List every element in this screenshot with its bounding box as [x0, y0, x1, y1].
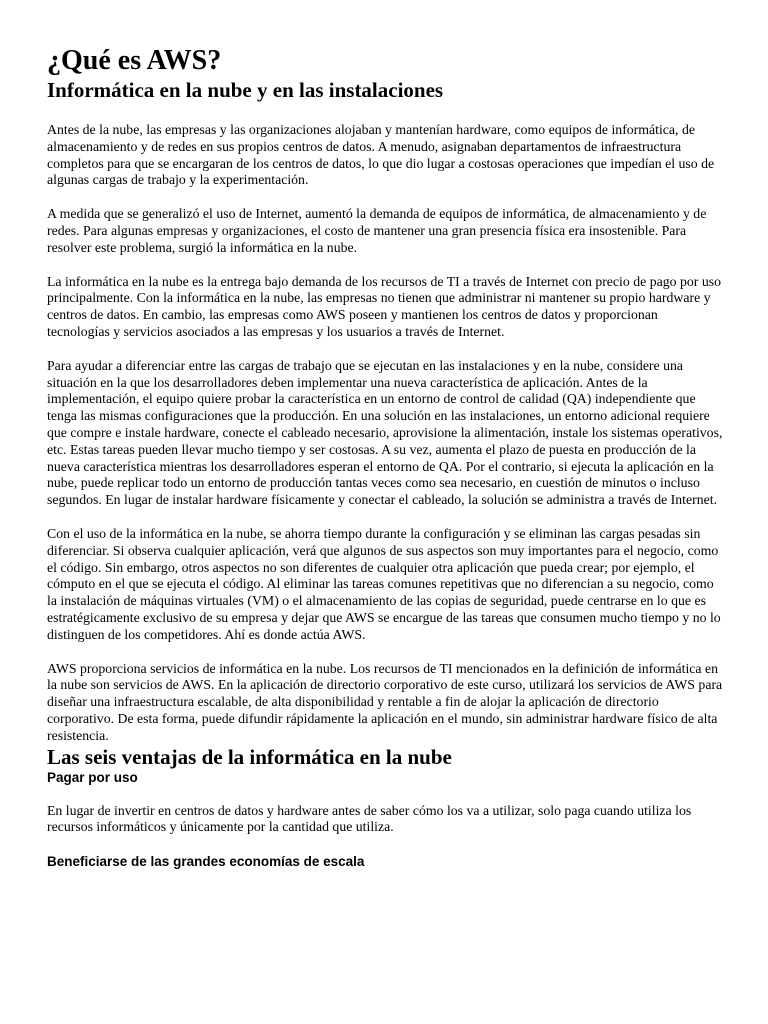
paragraph-2: A medida que se generalizó el uso de Internet, aumentó la demanda de equipos de informática, de almacenamiento y de redes. Para algunas empresas y organizaciones, el costo de mantener una gran presencia física era insostenible. Para resolver este problema, surgió la informática en la nube.	[47, 206, 707, 255]
document-page	[47, 44, 723, 871]
paragraph-1: Antes de la nube, las empresas y las organizaciones alojaban y mantenían hardware, como equipos de informática, de almacenamiento y de redes en sus propios centros de datos. A menudo, asignaban departamentos de infraestructura completos para que se encargaran de los centros de datos, lo que dio lugar a costosas operaciones que impedían el uso de algunas cargas de trabajo y la experimentación.	[47, 122, 715, 188]
paragraph-3: La informática en la nube es la entrega bajo demanda de los recursos de TI a través de Internet con precio de pago por uso principalmente. Con la informática en la nube, las empresas no tienen que administrar ni mantener su propio hardware y centros de datos. En cambio, las empresas como AWS poseen y mantienen los centros de datos y proporcionan tecnologías y servicios asociados a las empresas y los usuarios a través de Internet.	[47, 273, 721, 339]
paragraph-5: Con el uso de la informática en la nube, se ahorra tiempo durante la configuración y se eliminan las cargas pesadas sin diferenciar. Si observa cualquier aplicación, verá que algunos de sus aspectos son muy importantes para el negocio, como el código. Sin embargo, otros aspectos no son diferentes de cualquier otra aplicación que pueda crear; por ejemplo, el cómputo en el que se ejecuta el código. Al eliminar las tareas comunes repetitivas que no diferencian a su negocio, como la instalación de máquinas virtuales (VM) o el almacenamiento de las copias de seguridad, puede centrarse en lo que es estratégicamente exclusivo de su empresa y dejar que AWS se encargue de las tareas que consumen mucho tiempo y no lo distinguen de los competidores. Ahí es donde actúa AWS.	[47, 525, 721, 642]
paragraph-6: AWS proporciona servicios de informática en la nube. Los recursos de TI mencionados en la definición de informática en la nube son servicios de AWS. En la aplicación de directorio corporativo de este curso, utilizará los servicios de AWS para diseñar una infraestructura escalable, de alta disponibilidad y rentable a fin de alojar la aplicación de directorio corporativo. De esta forma, puede difundir rápidamente la aplicación en el mundo, sin administrar hardware físico de alta resistencia.	[47, 660, 723, 743]
page-subtitle: Informática en la nube y en las instalaciones	[47, 78, 444, 102]
subsection-heading-pay-per-use: Pagar por uso	[47, 769, 138, 785]
page-title: ¿Qué es AWS?	[47, 45, 222, 76]
paragraph-4: Para ayudar a diferenciar entre las cargas de trabajo que se ejecutan en las instalaciones y en la nube, considere una situación en la que los desarrolladores deben implementar una nueva característica de aplicación. Antes de la implementación, el equipo quiere probar la característica en un entorno de control de calidad (QA) independiente que tenga las mismas configuraciones que la producción. En una solución en las instalaciones, un entorno adicional requiere que compre e instale hardware, conecte el cableado necesario, aprovisione la alimentación, instale los sistemas operativos, etc. Estas tareas pueden llevar mucho tiempo y ser costosas. A su vez, aumenta el plazo de puesta en producción de la nueva característica mientras los desarrolladores esperan el entorno de QA. Por el contrario, si ejecuta la aplicación en la nube, puede replicar todo un entorno de producción tantas veces como sea necesario, en cuestión de minutos o incluso segundos. En lugar de instalar hardware físicamente y conectar el cableado, la solución se administra a través de Internet.	[47, 357, 723, 508]
section-heading: Las seis ventajas de la informática en la nube	[47, 744, 452, 769]
subsection-heading-economies-of-scale: Beneficiarse de las grandes economías de escala	[47, 854, 365, 870]
subsection-text-pay-per-use: En lugar de invertir en centros de datos y hardware antes de saber cómo los va a utilizar, solo paga cuando utiliza los recursos informáticos y únicamente por la cantidad que utiliza.	[47, 802, 692, 835]
